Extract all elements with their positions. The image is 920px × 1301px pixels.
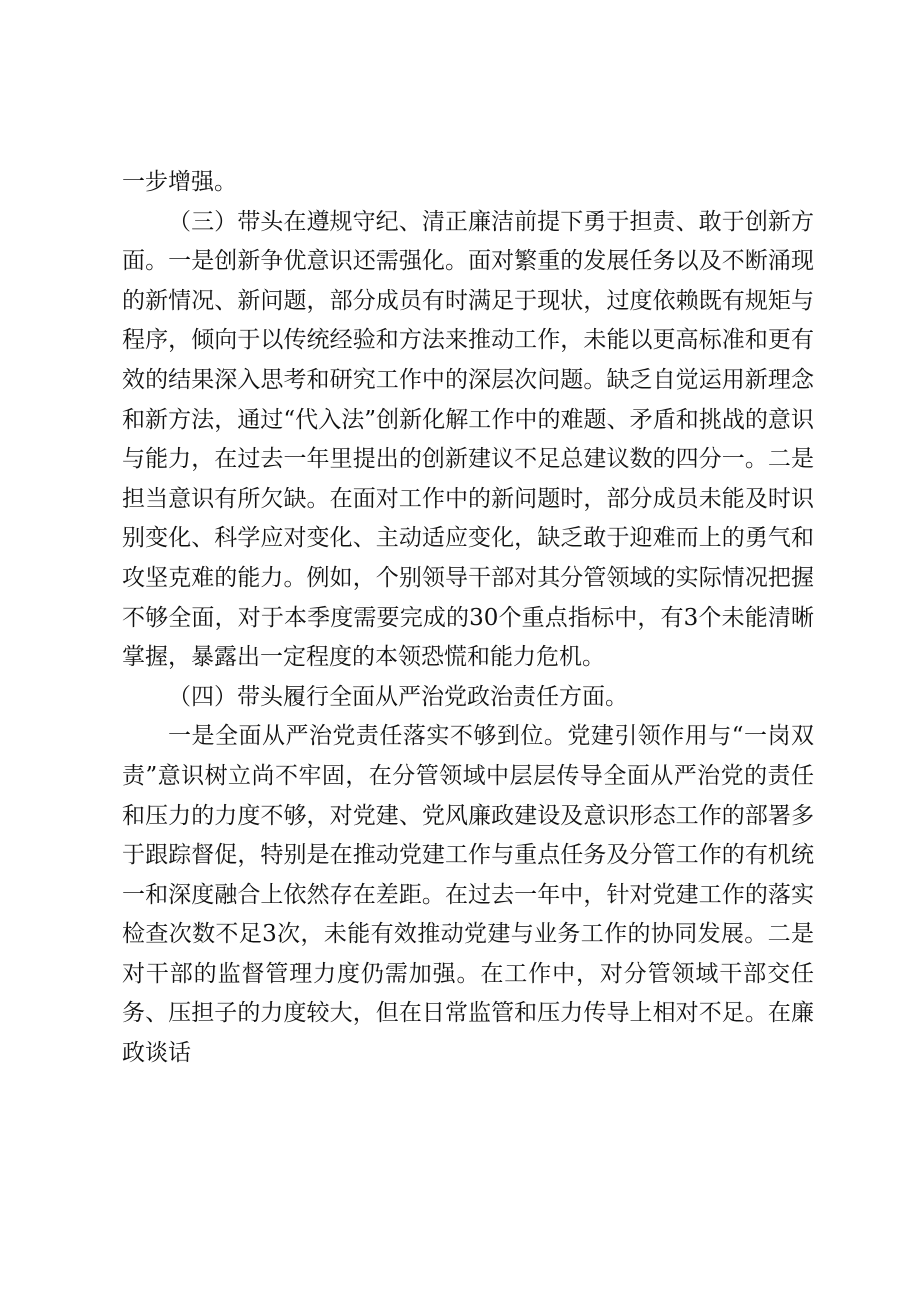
paragraph-continuation: 一步增强。: [122, 169, 237, 195]
document-body: [122, 163, 814, 1074]
paragraph-section-3: （三）带头在遵规守纪、清正廉洁前提下勇于担责、敢于创新方面。一是创新争优意识还需强化。面对繁重的发展任务以及不断涌现的新情况、新问题，部分成员有时满足于现状，过度依赖既有规矩与程序，倾向于以传统经验和方法来推动工作，未能以更高标准和更有效的结果深入思考和研究工作中的深层次问题。缺乏自觉运用新理念和新方法，通过“代入法”创新化解工作中的难题、矛盾和挑战的意识与能力，在过去一年里提出的创新建议不足总建议数的四分一。二是担当意识有所欠缺。在面对工作中的新问题时，部分成员未能及时识别变化、科学应对变化、主动适应变化，缺乏敢于迎难而上的勇气和攻坚克难的能力。例如，个别领导干部对其分管领域的实际情况把握不够全面，对于本季度需要完成的30个重点指标中，有3个未能清晰掌握，暴露出一定程度的本领恐慌和能力危机。: [122, 208, 814, 671]
paragraph-section-4-body: 一是全面从严治党责任落实不够到位。党建引领作用与“一岗双责”意识树立尚不牢固，在分管领域中层层传导全面从严治党的责任和压力的力度不够，对党建、党风廉政建设及意识形态工作的部署多于跟踪督促，特别是在推动党建工作与重点任务及分管工作的有机统一和深度融合上依然存在差距。在过去一年中，针对党建工作的落实检查次数不足3次，未能有效推动党建与业务工作的协同发展。二是对干部的监督管理力度仍需加强。在工作中，对分管领域干部交任务、压担子的力度较大，但在日常监管和压力传导上相对不足。在廉政谈话: [122, 723, 814, 1067]
section-4-heading: （四）带头履行全面从严治党政治责任方面。: [168, 683, 628, 710]
